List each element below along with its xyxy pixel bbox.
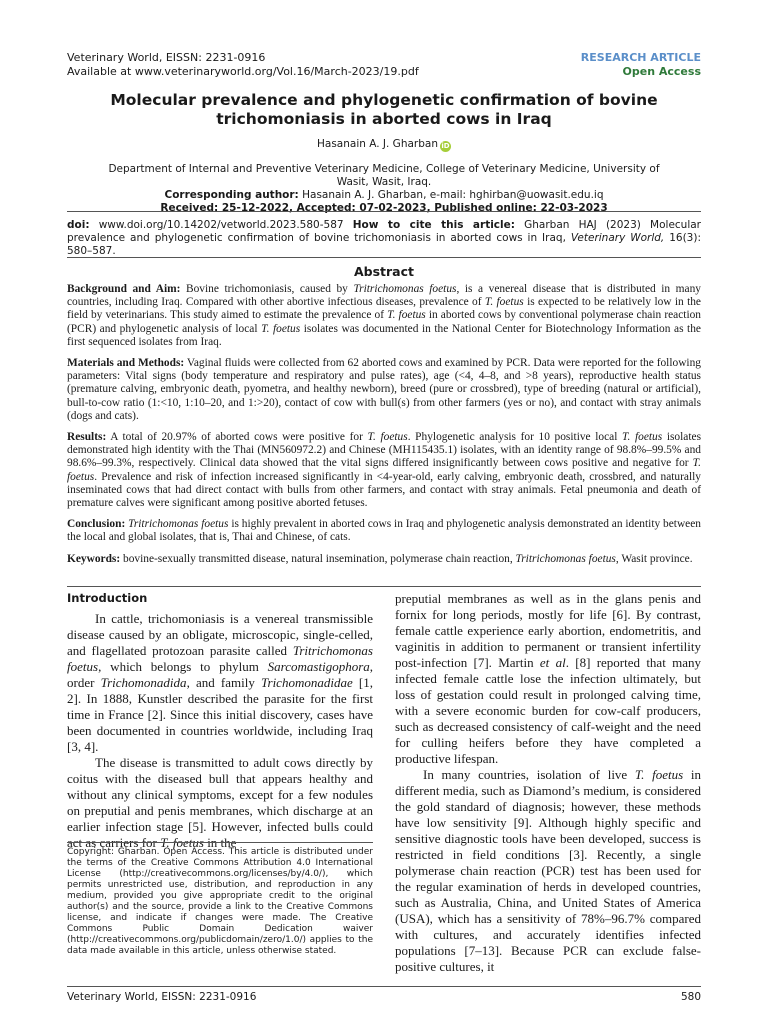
italic-term: T. foetus bbox=[367, 431, 408, 444]
page-number: 580 bbox=[680, 991, 701, 1003]
keywords-text: bovine-sexually transmitted disease, natural insemination, polymerase chain reaction, Tritrichomonas foetus, Wasit province. bbox=[120, 552, 693, 565]
cite-tail: 16(3): 580–587. bbox=[67, 232, 701, 257]
left-column bbox=[67, 591, 373, 851]
doi-link[interactable]: www.doi.org/10.14202/vetworld.2023.580-587 bbox=[98, 219, 344, 231]
results-text: A total of 20.97% of aborted cows were positive for T. foetus. Phylogenetic analysis for 10 positive local T. foetus isolates demonstrated high identity with the Thai (MN560972.2) and Chinese (MH115435.1) isolates, with an identity range of 98.8%–99.5% and 98.6%–99.3%, respectively. Clinical data showed that the vital signs differed insignificantly between cows positive and negative for T. foetus. Prevalence and risk of infection increased significantly in <4-year-old, early calving, embryonic death, crossbred, and naturally inseminated cows that had direct contact with bulls from other farmers, and contact with stray animals. Fetal pneumonia and death of premature calves were significant among positive aborted fetuses. bbox=[67, 431, 701, 510]
cite-text: Gharban HAJ (2023) Molecular prevalence and phylogenetic confirmation of bovine trichomoniasis in aborted cows in Iraq, bbox=[67, 219, 701, 244]
methods-text: Vaginal fluids were collected from 62 aborted cows and examined by PCR. Data were reported for the following parameters: Vital signs (body temperature and respiratory and pulse rates), age (<4, 4–8, and >8 years), reproductive health status (premature calving, embryonic death, pyometra, and healthy newborn), breed (pure or crossbred), type of breeding (natural or artificial), bull-to-cow ratio (1:<10, 1:10–20, and 1:>20), contact of cow with bull(s) from other farmers (yes or no), and contact with stray animals (dogs and cats). bbox=[67, 357, 701, 422]
abstract-methods bbox=[67, 357, 701, 423]
article-title: Molecular prevalence and phylogenetic confirmation of bovine trichomoniasis in aborted cows in Iraq bbox=[110, 91, 658, 128]
right-column bbox=[395, 591, 701, 975]
abstract-conclusion bbox=[67, 518, 701, 544]
accepted-date: 07-02-2023, bbox=[359, 202, 431, 214]
citation-block bbox=[67, 219, 701, 258]
italic-term: Tritrichomonas foetus bbox=[353, 283, 457, 295]
abstract-body bbox=[67, 283, 701, 574]
italic-term: Trichomonadidae bbox=[261, 675, 353, 690]
cite-journal: Veterinary World, bbox=[570, 232, 665, 244]
orcid-icon[interactable]: iD bbox=[441, 142, 450, 150]
dates-line bbox=[67, 202, 701, 215]
copyright-divider bbox=[67, 842, 373, 843]
author-line bbox=[67, 138, 701, 152]
footer-divider bbox=[67, 986, 701, 987]
article-type-label: RESEARCH ARTICLE bbox=[580, 51, 701, 64]
published-date: 22-03-2023 bbox=[540, 202, 608, 214]
copyright-notice: Copyright: Gharban. Open Access. This article is distributed under the terms of the Creative Commons Attribution 4.0 International License (http://creativecommons.org/licenses/by/4.0/), which permits unrestricted use, distribution, and reproduction in any medium, provided you give appropriate credit to the original author(s) and the source, provide a link to the Creative Commons license, and indicate if changes were made. The Creative Commons Public Domain Dedication waiver (http://creativecommons.org/publicdomain/zero/1.0/) applies to the data made available in this article, unless otherwise stated. bbox=[67, 847, 373, 956]
background-label: Background and Aim: bbox=[67, 283, 181, 295]
background-text: Bovine trichomoniasis, caused by Tritrichomonas foetus, is a venereal disease that is distributed in many countries, including Iraq. Compared with other abortive infectious diseases, prevalence of T. foetus is expected to be relatively low in the field by veterinarians. This study aimed to estimate the prevalence of T. foetus in aborted cows by conventional polymerase chain reaction (PCR) and phylogenetic analysis of local T. foetus isolates was documented in the National Center for Biotechnology Information as the first sequenced isolates from Iraq. bbox=[67, 283, 701, 348]
intro-paragraph-2: The disease is transmitted to adult cows directly by coitus with the diseased bull that appears healthy and without any clinical symptoms, except for a few nodules on preputial and penis membranes, which discharge at an earlier infection stage [5]. However, infected bulls could act as carriers for T. foetus in the bbox=[67, 755, 373, 850]
italic-term: Trichomonadida bbox=[100, 675, 187, 690]
available-link[interactable]: Available at www.veterinaryworld.org/Vol.16/March-2023/19.pdf bbox=[67, 65, 419, 78]
abstract-heading: Abstract bbox=[353, 264, 415, 279]
italic-term: et al bbox=[539, 655, 566, 670]
corresponding-value[interactable]: Hasanain A. J. Gharban, e-mail: hghirban@uowasit.edu.iq bbox=[302, 189, 604, 201]
corresponding-label: Corresponding author: bbox=[164, 189, 299, 201]
published-label: Published online: bbox=[434, 202, 537, 214]
abstract-results bbox=[67, 431, 701, 510]
conclusion-label: Conclusion: bbox=[67, 518, 126, 531]
footer-journal: Veterinary World, EISSN: 2231-0916 bbox=[67, 991, 257, 1003]
italic-term: T. foetus bbox=[67, 457, 701, 483]
italic-term: T. foetus bbox=[160, 835, 204, 850]
doi-label: doi: bbox=[67, 219, 90, 231]
department: Department of Internal and Preventive Veterinary Medicine, College of Veterinary Medicine, University of Wasit, Wasit, Iraq. bbox=[108, 163, 660, 188]
received-date: 25-12-2022, bbox=[221, 202, 294, 214]
divider-abstract bbox=[67, 257, 701, 258]
journal-line: Veterinary World, EISSN: 2231-0916 bbox=[67, 51, 266, 64]
accepted-label: Accepted: bbox=[296, 202, 356, 214]
italic-term: T. foetus bbox=[261, 322, 301, 335]
abstract-keywords bbox=[67, 553, 701, 566]
open-access-label: Open Access bbox=[622, 65, 701, 78]
conclusion-text: Tritrichomonas foetus is highly prevalent in aborted cows in Iraq and phylogenetic analysis demonstrated an identity between the local and global isolates, that is, Thai and Chinese, of cats. bbox=[67, 518, 701, 544]
italic-term: Tritrichomonas foetus bbox=[128, 518, 229, 531]
divider-top bbox=[67, 211, 701, 212]
results-label: Results: bbox=[67, 431, 107, 444]
cite-label: How to cite this article: bbox=[352, 219, 515, 231]
italic-term: T. foetus bbox=[622, 431, 663, 444]
italic-term: T. foetus bbox=[387, 309, 426, 322]
keywords-label: Keywords: bbox=[67, 552, 121, 565]
affiliation-block bbox=[67, 163, 701, 215]
received-label: Received: bbox=[160, 202, 219, 214]
journal-header bbox=[67, 51, 419, 79]
divider-body bbox=[67, 586, 701, 587]
intro-paragraph-4: In many countries, isolation of live T. foetus in different media, such as Diamond’s medium, is considered the gold standard of diagnosis; however, these methods have low sensitivity [9]. Although highly specific and sensitive diagnostic tools have been developed, success is restricted in field conditions [3]. Recently, a single polymerase chain reaction (PCR) test has been used for the regular examination of herds in developed countries, such as Australia, China, and United States of America (USA), which has a sensitivity of 78%–96.7% compared with cultures, and accurately identifies infected populations [7–13]. Because PCR can exclude false-positive cultures, it bbox=[395, 767, 701, 974]
italic-term: T. foetus bbox=[634, 767, 684, 782]
intro-paragraph-3: preputial membranes as well as in the glans penis and fornix for long periods, mostly for life [6]. By contrast, female cattle experience early abortion, endometritis, and vaginitis in addition to permanent or transient infertility post-infection [7]. Martin et al. [8] reported that many infected female cattle lose the infection ultimately, but loss of gestation could result in prolonged calving time, with a severe economic burden for cow-calf producers, such as decreased consistency of calf-weight and the need for culling heifers before they have completed a productive lifespan. bbox=[395, 591, 701, 766]
italic-term: Sarcomastigophora bbox=[267, 659, 370, 674]
methods-label: Materials and Methods: bbox=[67, 357, 185, 370]
abstract-background bbox=[67, 283, 701, 349]
italic-term: Tritrichomonas foetus bbox=[67, 643, 373, 674]
article-badges bbox=[581, 51, 701, 79]
author-name[interactable]: Hasanain A. J. Gharban bbox=[317, 138, 438, 150]
italic-term: T. foetus bbox=[484, 296, 524, 309]
italic-term: Tritrichomonas foetus bbox=[515, 552, 616, 565]
intro-paragraph-1: In cattle, trichomoniasis is a venereal transmissible disease caused by an obligate, microscopic, single-celled, and flagellated protozoan parasite called Tritrichomonas foetus, which belongs to phylum Sarcomastigophora, order Trichomonadida, and family Trichomonadidae [1, 2]. In 1888, Kunstler described the parasite for the first time in France [2]. Since this initial discovery, cases have been documented in countries worldwide, including Iraq [3, 4]. bbox=[67, 611, 373, 754]
introduction-heading: Introduction bbox=[67, 591, 148, 605]
corresponding-author bbox=[67, 189, 701, 202]
